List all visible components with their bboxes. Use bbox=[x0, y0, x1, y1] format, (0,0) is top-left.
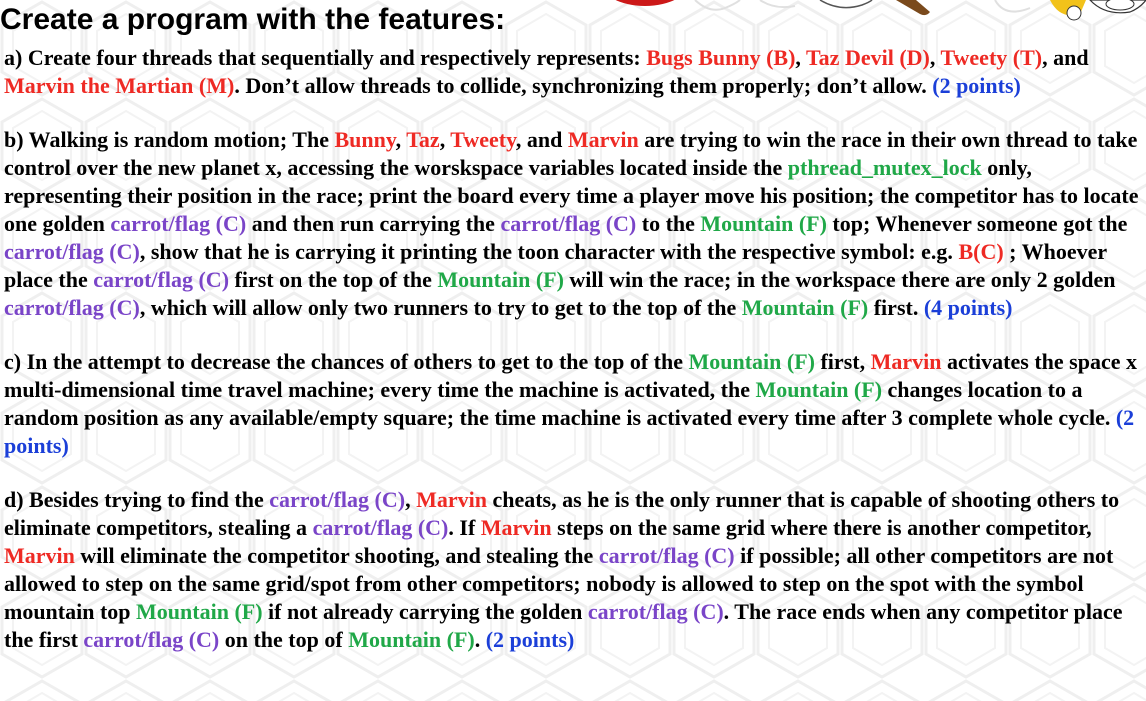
text-segment: Bunny bbox=[334, 127, 396, 152]
text-segment: carrot/flag (C) bbox=[110, 211, 247, 236]
bugs-bunny-emblem-icon bbox=[600, 0, 691, 6]
text-segment: first, bbox=[814, 349, 871, 374]
text-segment: , bbox=[795, 45, 807, 70]
text-segment: ; Whoever place the bbox=[4, 239, 1107, 292]
text-segment: activates the space x multi-dimensional time travel machine; every time the machine is activated, the bbox=[4, 349, 1137, 402]
text-segment: b) Walking is random motion; The bbox=[4, 127, 335, 152]
text-segment: Mountain (F) bbox=[741, 295, 869, 320]
text-segment: if not already carrying the golden bbox=[262, 599, 588, 624]
page-title: Create a program with the features: bbox=[0, 3, 506, 36]
text-segment: . Don’t allow threads to collide, synchronizing them properly; don’t allow. bbox=[234, 73, 933, 98]
text-segment: if possible; all other competitors are not allowed to step on the same grid/spot from other competitors; nobody is allowed to step on the spot with the symbol mountain top bbox=[4, 543, 1114, 624]
text-segment: Mountain (F) bbox=[348, 627, 475, 652]
text-segment: Mountain (F) bbox=[136, 599, 263, 624]
text-segment: Mountain (F) bbox=[700, 211, 827, 236]
cartoon-decoration bbox=[600, 0, 1146, 22]
feature-list bbox=[4, 44, 1144, 654]
text-segment: Bugs Bunny (B) bbox=[646, 45, 796, 70]
text-segment: carrot/flag (C) bbox=[93, 267, 230, 292]
text-segment: , show that he is carrying it printing the toon character with the respective symbol: e.g. bbox=[139, 239, 959, 264]
cartoon-character-art-icon bbox=[695, 0, 1146, 20]
text-segment: first. bbox=[868, 295, 924, 320]
text-segment: , bbox=[395, 127, 407, 152]
text-segment: , and bbox=[515, 127, 568, 152]
text-segment: Mountain (F) bbox=[688, 349, 815, 374]
text-segment: to the bbox=[636, 211, 701, 236]
text-segment: first on the top of the bbox=[229, 267, 438, 292]
text-segment: (4 points) bbox=[923, 295, 1013, 320]
text-segment: , and bbox=[1042, 45, 1089, 70]
text-segment: Marvin bbox=[870, 349, 942, 374]
text-segment: Taz bbox=[406, 127, 440, 152]
text-segment: Mountain (F) bbox=[437, 267, 564, 292]
text-segment: will eliminate the competitor shooting, and stealing the bbox=[74, 543, 599, 568]
text-segment: carrot/flag (C) bbox=[83, 627, 220, 652]
text-segment: carrot/flag (C) bbox=[312, 515, 449, 540]
text-segment: Marvin bbox=[567, 127, 639, 152]
text-segment: cheats, as he is the only runner that is capable of shooting others to eliminate competitors, stealing a bbox=[4, 487, 1120, 540]
text-segment: . bbox=[474, 627, 486, 652]
text-segment: carrot/flag (C) bbox=[598, 543, 735, 568]
text-segment: B(C) bbox=[958, 239, 1004, 264]
text-segment: on the top of bbox=[219, 627, 349, 652]
text-segment: , which will allow only two runners to try to get to the top of the bbox=[139, 295, 742, 320]
text-segment: Marvin bbox=[416, 487, 487, 512]
text-segment: Marvin bbox=[480, 515, 552, 540]
text-segment: , bbox=[439, 127, 451, 152]
text-segment: . The race ends when any competitor place the first bbox=[4, 599, 1123, 652]
text-segment: carrot/flag (C) bbox=[4, 239, 140, 264]
text-segment: a) Create four threads that sequentially and respectively represents: bbox=[4, 45, 647, 70]
feature-c-paragraph bbox=[4, 348, 1144, 460]
text-segment: pthread_mutex_lock bbox=[787, 155, 982, 180]
text-segment: steps on the same grid where there is another competitor, bbox=[551, 515, 1092, 540]
text-segment: Taz Devil (D) bbox=[806, 45, 930, 70]
text-segment: carrot/flag (C) bbox=[269, 487, 406, 512]
feature-a-paragraph bbox=[4, 44, 1144, 100]
text-segment: only, representing their position in the race; print the board every time a player move his position; the competitor has to locate one golden bbox=[4, 155, 1139, 236]
text-segment: (2 points) bbox=[932, 73, 1021, 98]
text-segment: Mountain (F) bbox=[755, 377, 883, 402]
feature-d-paragraph bbox=[4, 486, 1144, 654]
feature-b-paragraph bbox=[4, 126, 1144, 322]
text-segment: c) In the attempt to decrease the chances of others to get to the top of the bbox=[4, 349, 689, 374]
text-segment: Marvin bbox=[4, 543, 75, 568]
text-segment: are trying to win the race in their own thread to take control over the new planet x, accessing the worskspace variables located inside the bbox=[4, 127, 1138, 180]
text-segment: carrot/flag (C) bbox=[587, 599, 724, 624]
text-segment: top; Whenever someone got the bbox=[826, 211, 1128, 236]
text-segment: changes location to a random position as any available/empty square; the time machine is activated every time after 3 complete whole cycle. bbox=[4, 377, 1116, 430]
text-segment: Tweety (T) bbox=[940, 45, 1043, 70]
text-segment: and then run carrying the bbox=[246, 211, 501, 236]
text-segment: , bbox=[405, 487, 417, 512]
text-segment: d) Besides trying to find the bbox=[4, 487, 270, 512]
text-segment: (2 points) bbox=[485, 627, 575, 652]
text-segment: carrot/flag (C) bbox=[500, 211, 637, 236]
text-segment: , bbox=[929, 45, 941, 70]
text-segment: carrot/flag (C) bbox=[4, 295, 140, 320]
text-segment: . If bbox=[448, 515, 481, 540]
text-segment: Marvin the Martian (M) bbox=[4, 73, 235, 98]
text-segment: (2 points) bbox=[4, 405, 1135, 458]
text-segment: will win the race; in the workspace there are only 2 golden bbox=[563, 267, 1116, 292]
text-segment: Tweety bbox=[450, 127, 516, 152]
